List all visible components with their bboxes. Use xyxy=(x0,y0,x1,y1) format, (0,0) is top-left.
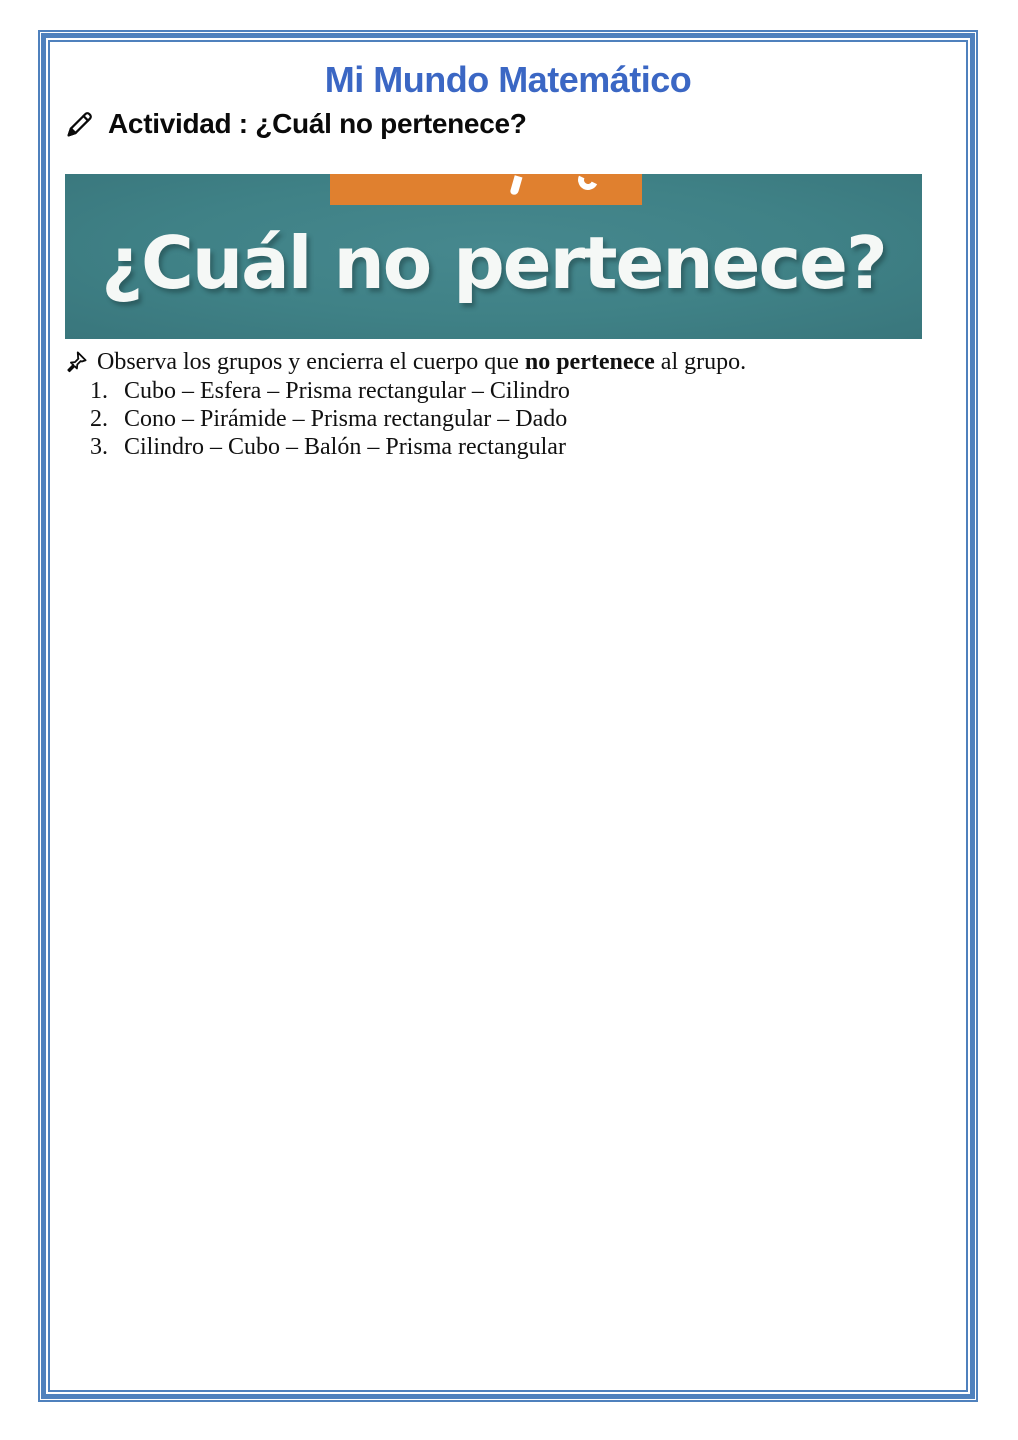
instruction-prefix: Observa los grupos y encierra el cuerpo que xyxy=(97,348,525,375)
pushpin-icon xyxy=(62,348,89,376)
cropped-glyph-fragment xyxy=(510,175,523,195)
item-number: 2. xyxy=(90,405,108,432)
group-list xyxy=(90,377,956,461)
list-item xyxy=(90,433,956,461)
list-item xyxy=(90,377,956,405)
list-item xyxy=(90,405,956,433)
pencil-icon xyxy=(64,108,96,140)
activity-label: Actividad : ¿Cuál no pertenece? xyxy=(108,107,527,139)
item-number: 1. xyxy=(90,377,108,404)
item-text: Cilindro – Cubo – Balón – Prisma rectangular xyxy=(124,433,566,460)
activity-heading xyxy=(64,108,956,140)
item-text: Cubo – Esfera – Prisma rectangular – Cilindro xyxy=(124,377,570,404)
instruction-bold: no pertenece xyxy=(524,348,655,375)
banner-image xyxy=(65,174,922,339)
banner-ribbon xyxy=(330,174,642,205)
item-text: Cono – Pirámide – Prisma rectangular – Dado xyxy=(124,405,568,432)
page-title: Mi Mundo Matemático xyxy=(324,59,692,100)
banner-headline: ¿Cuál no pertenece? xyxy=(101,221,886,306)
instruction-text xyxy=(97,348,746,376)
instruction-line xyxy=(62,348,956,376)
cropped-glyph-fragment xyxy=(575,174,601,193)
item-number: 3. xyxy=(90,433,108,460)
decorative-frame xyxy=(38,30,978,1402)
instruction-suffix: al grupo. xyxy=(654,348,747,375)
